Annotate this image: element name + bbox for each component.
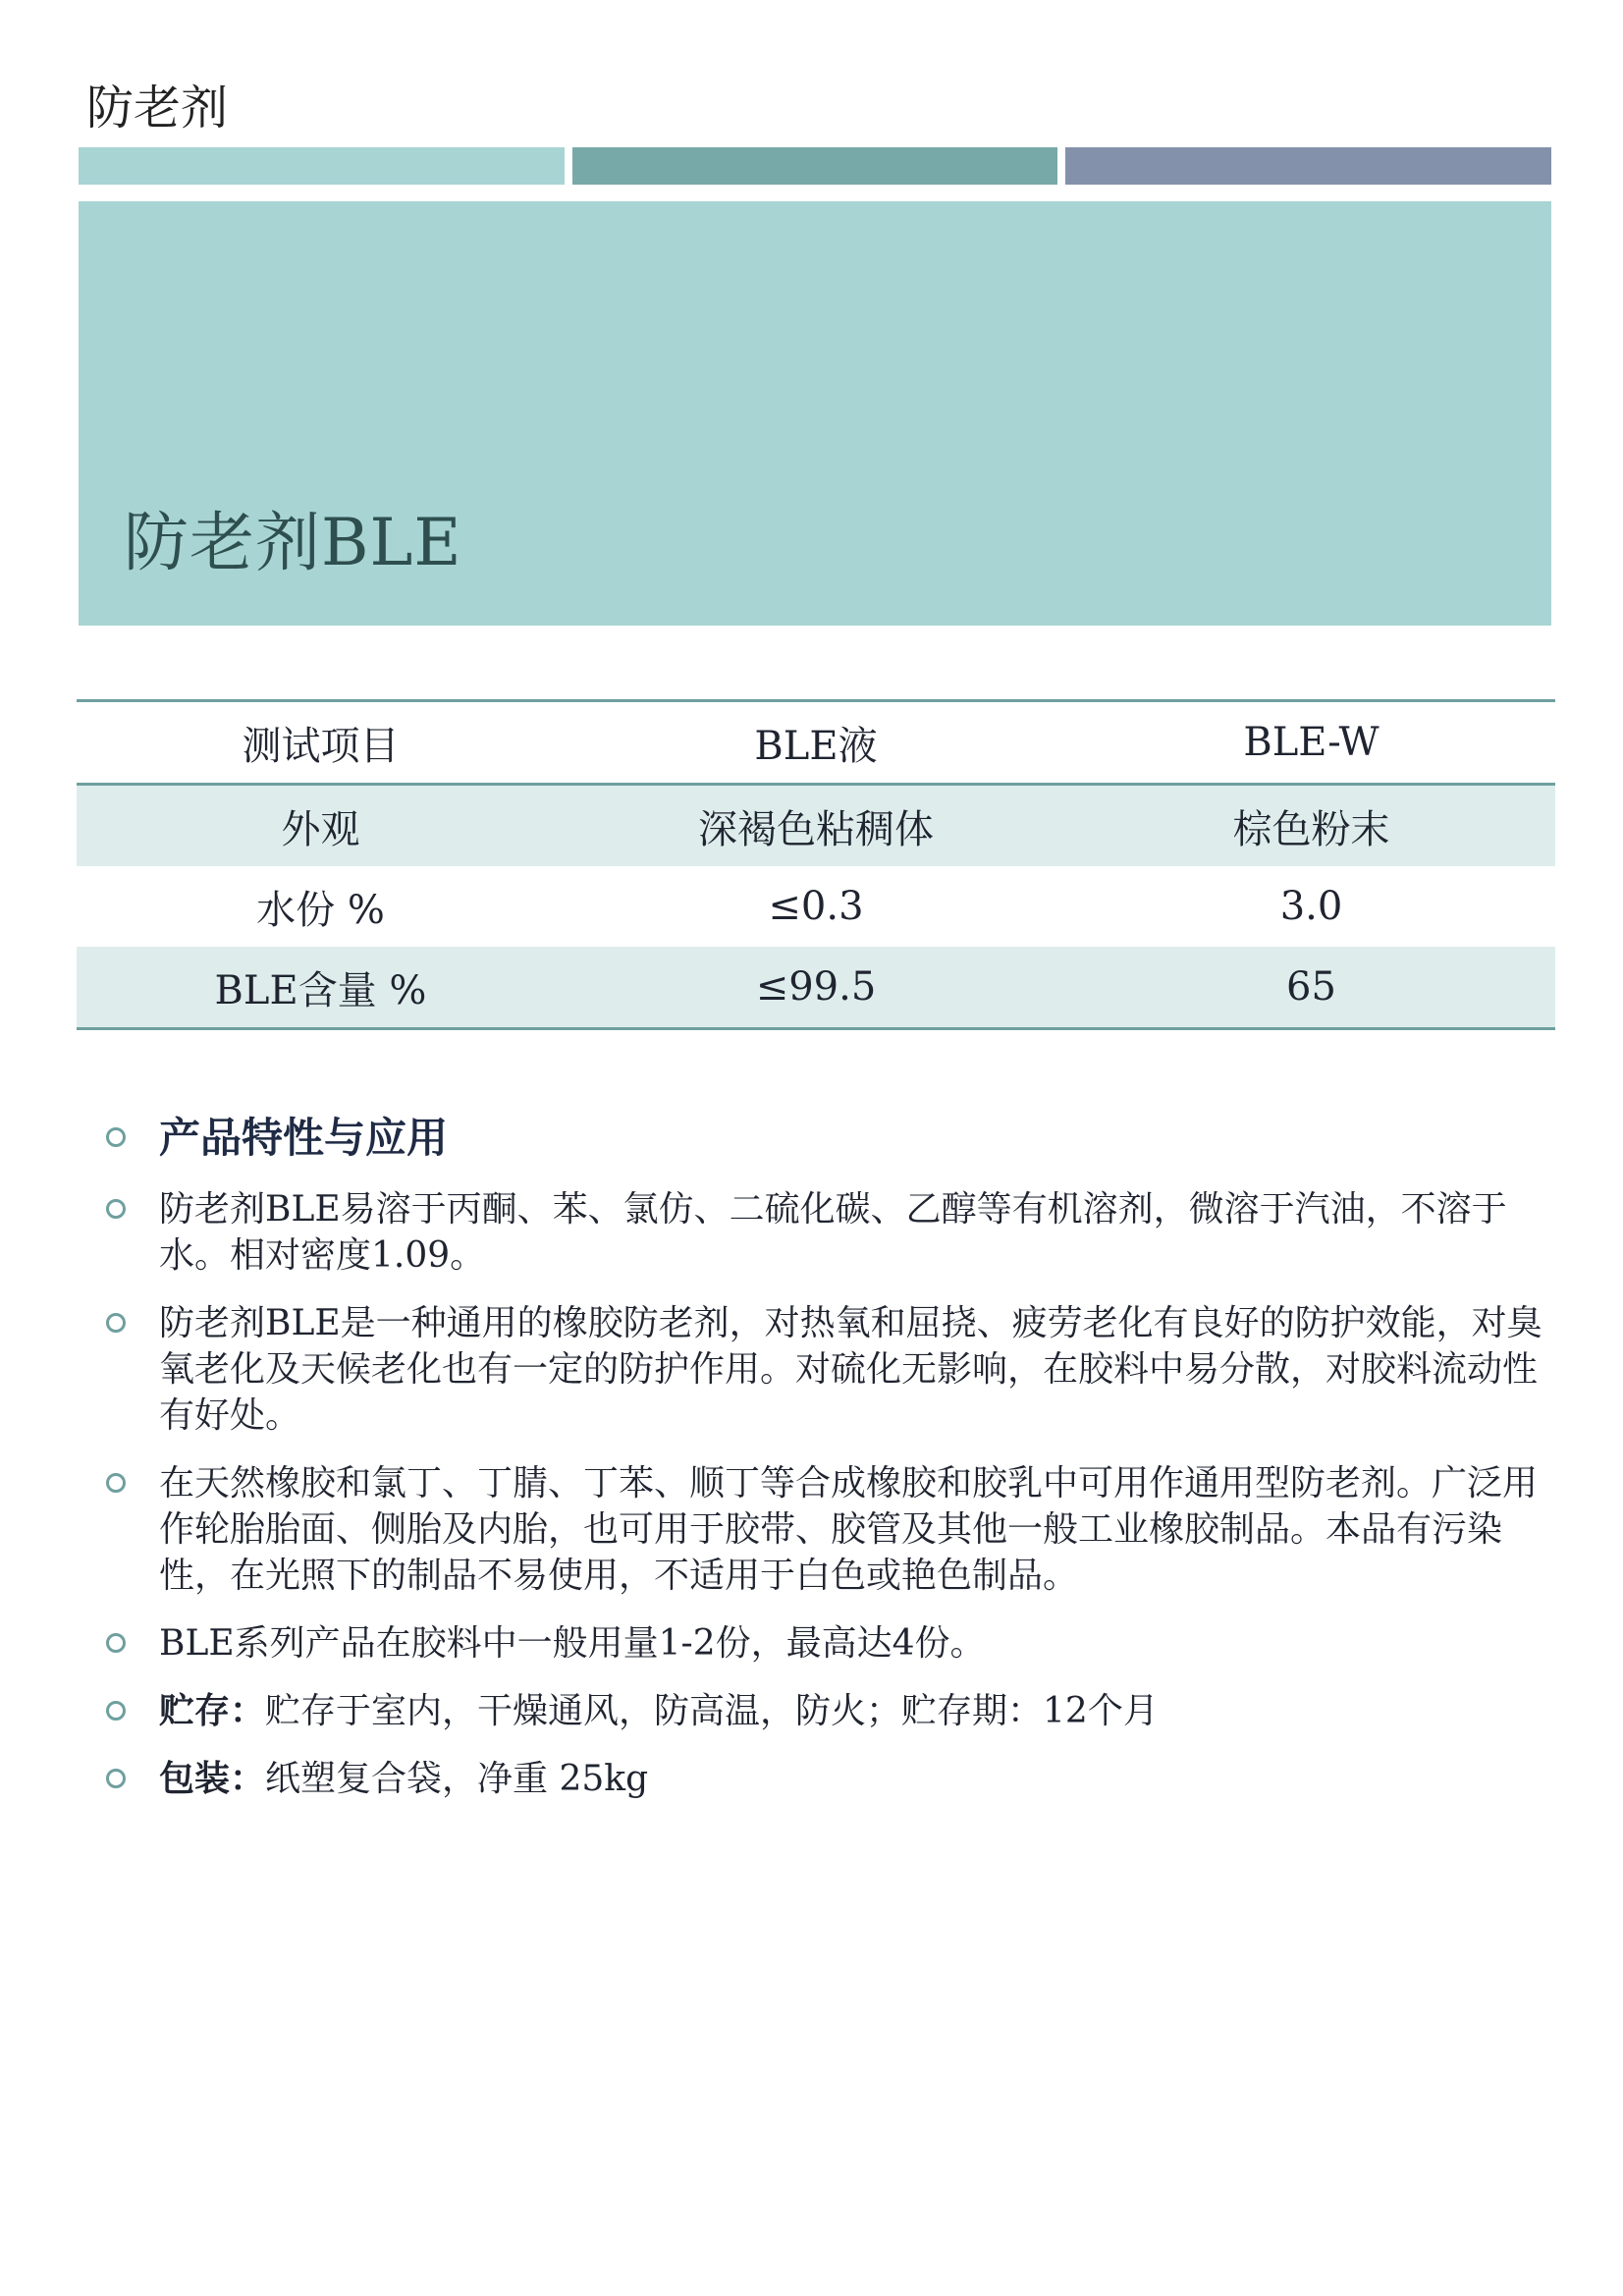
- table-header-cell: BLE-W: [1243, 720, 1380, 765]
- bullet-circle-icon: [106, 1633, 126, 1653]
- table-header-cell: 测试项目: [242, 723, 400, 769]
- spec-table: [77, 699, 1555, 1030]
- table-header-row: [77, 701, 1555, 785]
- table-row: [77, 947, 1555, 1029]
- hero-panel: [79, 201, 1551, 626]
- bullet-circle-icon: [106, 1127, 126, 1147]
- table-cell: 3.0: [1279, 884, 1343, 929]
- table-row: [77, 785, 1555, 867]
- color-bar-1: [79, 147, 565, 185]
- table-cell: ≤0.3: [768, 884, 864, 929]
- table-cell: 外观: [281, 806, 360, 852]
- list-item-text: 防老剂BLE是一种通用的橡胶防老剂，对热氧和屈挠、疲劳老化有良好的防护效能，对臭氧老化及天候老化也有一定的防护作用。对硫化无影响，在胶料中易分散，对胶料流动性有好处。: [159, 1303, 1542, 1436]
- packaging-item: [104, 1756, 1557, 1802]
- bullet-circle-icon: [106, 1313, 126, 1333]
- packaging-text: 纸塑复合袋，净重 25kg: [265, 1759, 649, 1799]
- bullet-circle-icon: [106, 1199, 126, 1219]
- list-item-text: BLE系列产品在胶料中一般用量1-2份，最高达4份。: [159, 1623, 986, 1664]
- bullet-circle-icon: [106, 1473, 126, 1493]
- bullet-circle-icon: [106, 1701, 126, 1721]
- list-item: [104, 1300, 1557, 1439]
- table-header-cell: BLE液: [754, 723, 878, 769]
- table-cell: BLE含量 %: [214, 967, 427, 1013]
- color-bar-3: [1065, 147, 1551, 185]
- section-heading-text: 产品特性与应用: [159, 1114, 449, 1162]
- table-cell: ≤99.5: [755, 964, 877, 1010]
- color-bars: [79, 147, 1551, 185]
- bullet-circle-icon: [106, 1769, 126, 1788]
- page-header-title: 防老剂: [86, 81, 229, 136]
- table-cell: 深褐色粘稠体: [697, 806, 934, 852]
- list-item: [104, 1620, 1557, 1667]
- table-cell: 65: [1286, 964, 1336, 1010]
- list-item: [104, 1460, 1557, 1599]
- color-bar-2: [572, 147, 1058, 185]
- storage-label: 贮存：: [159, 1691, 266, 1731]
- feature-list: [104, 1108, 1557, 1824]
- packaging-label: 包装：: [159, 1759, 266, 1799]
- section-heading: [104, 1108, 1557, 1169]
- hero-title: 防老剂BLE: [124, 505, 462, 580]
- storage-item: [104, 1688, 1557, 1734]
- table-cell: 水份 %: [256, 887, 385, 933]
- list-item: [104, 1186, 1557, 1279]
- storage-text: 贮存于室内，干燥通风，防高温，防火；贮存期：12个月: [265, 1691, 1159, 1731]
- list-item-text: 在天然橡胶和氯丁、丁腈、丁苯、顺丁等合成橡胶和胶乳中可用作通用型防老剂。广泛用作轮胎胎面、侧胎及内胎，也可用于胶带、胶管及其他一般工业橡胶制品。本品有污染性，在光照下的制品不易使用，不适用于白色或艳色制品。: [159, 1463, 1539, 1596]
- table-row: [77, 866, 1555, 947]
- list-item-text: 防老剂BLE易溶于丙酮、苯、氯仿、二硫化碳、乙醇等有机溶剂，微溶于汽油，不溶于水。相对密度1.09。: [159, 1189, 1507, 1276]
- table-cell: 棕色粉末: [1232, 806, 1390, 852]
